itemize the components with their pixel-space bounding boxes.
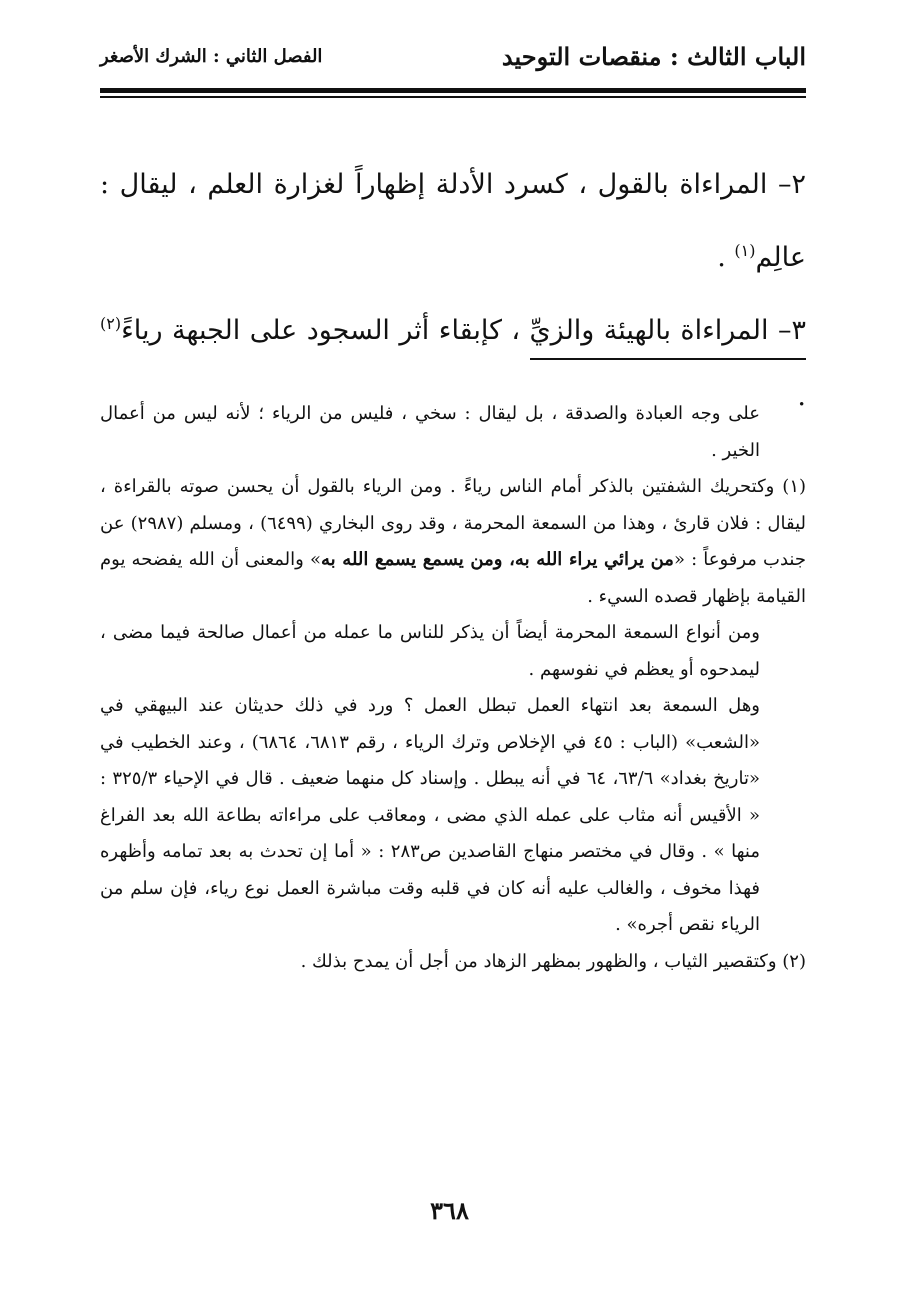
footnote-1-text-a: (١) وكتحريك الشفتين بالذكر أمام الناس رياءً . ومن الرياء بالقول أن يحسن صوته بالقراءة ، ليقال : فلان قارئ ، وهذا من السمعة المحرمة ، وقد روى البخاري (٦٤٩٩) ، ومسلم (٢٩٨٧) عن جندب مرفوعاً : « [100,476,807,570]
footnotes [100,396,806,980]
item-3-end: . [797,381,806,412]
footnote-separator [530,358,806,360]
running-header [100,42,806,82]
footnote-2: (٢) وكتقصير الثياب ، والظهور بمظهر الزهاد من أجل أن يمدح بذلك . [300,950,806,972]
footnote-1 [100,469,806,615]
header-rule-thick [100,88,806,93]
footnote-1-paragraph-3: وهل السمعة بعد انتهاء العمل تبطل العمل ؟ ورد في ذلك حديثان عند البيهقي في «الشعب» (الباب : ٤٥ في الإخلاص وترك الرياء ، رقم ٦٨١٣، ٦٨٦٤) ، وعند الخطيب في «تاريخ بغداد» ٦٣/٦، ٦٤ في أنه يبطل . وإسناد كل منهما ضعيف . قال في الإحياء ٣٢٥/٣ : « الأقيس أنه مثاب على عمله الذي مضى ، ومعاقب على مراءاته بطاعة الله بعد الفراغ منها » . وقال في مختصر منهاج القاصدين ص٢٨٣ : « أما إن تحدث به بعد تمامه وأظهره فهذا مخوف ، والغالب عليه أنه كان في قلبه وقت مباشرة العمل نوع رياء، فإن سلم من الرياء نقص أجره» . [100,695,760,935]
footnote-continuation: على وجه العبادة والصدقة ، بل ليقال : سخي ، فليس من الرياء ؛ لأنه ليس من أعمال الخير . [100,403,760,461]
footnote-1-text-b: » والمعنى أن الله يفضحه يوم القيامة بإظهار قصده السيء . [100,549,806,607]
item-2 [100,152,806,291]
footnote-ref-2: (٢) [100,314,122,333]
main-text [100,152,806,430]
footnote-ref-1: (١) [734,241,756,260]
header-rule-thin [100,96,806,98]
page-number: ٣٦٨ [430,1196,469,1225]
hadith-quote: من يرائي يراء الله به، ومن يسمع يسمع الله به [320,549,674,570]
item-3-text: ٣– المراءاة بالهيئة والزيِّ ، كإبقاء أثر السجود على الجبهة رياءً [121,315,806,346]
item-2-text: ٢– المراءاة بالقول ، كسرد الأدلة إظهاراً لغزارة العلم ، ليقال : عالِم [100,169,806,273]
footnote-1-paragraph-2: ومن أنواع السمعة المحرمة أيضاً أن يذكر للناس ما عمله من أعمال صالحة فيما مضى ، ليمدحوه أو يعظم في نفوسهم . [100,622,760,680]
item-2-end: . [717,242,735,273]
section-title: الفصل الثاني : الشرك الأصغر [100,46,323,67]
chapter-title: الباب الثالث : منقصات التوحيد [501,42,806,71]
